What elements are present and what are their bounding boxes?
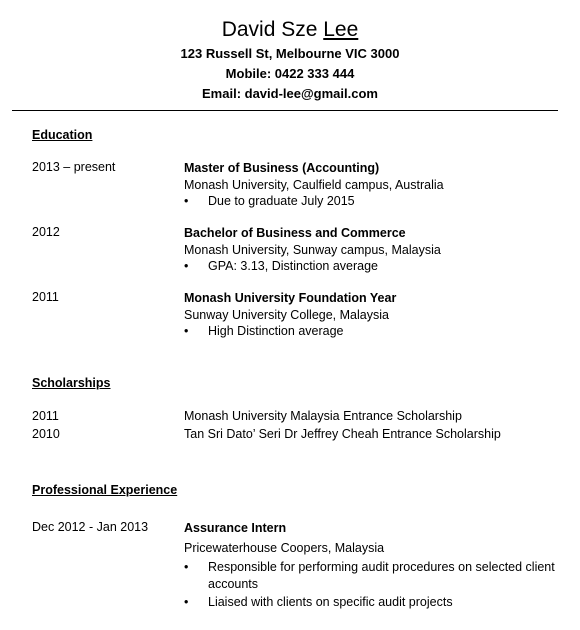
education-entry-1 (184, 160, 564, 210)
resume-header (0, 16, 580, 104)
education-entry-2 (184, 225, 564, 275)
email: Email: david-lee@gmail.com (202, 86, 378, 101)
bullet-item: • Responsible for performing audit procedures on selected client accounts (184, 560, 555, 591)
bullet-icon: • (184, 560, 189, 574)
experience-heading: Professional Experience (32, 483, 178, 497)
bullet-item: • GPA: 3.13, Distinction average (184, 259, 378, 273)
degree-title: Bachelor of Business and Commerce (184, 226, 406, 240)
education-heading: Education (32, 128, 93, 142)
institution: Sunway University College, Malaysia (184, 307, 389, 322)
last-name: Lee (323, 18, 359, 41)
bullet-icon: • (184, 595, 189, 609)
bullet-icon: • (184, 194, 189, 208)
education-date-1: 2013 – present (32, 160, 116, 174)
bullet-item: • Liaised with clients on specific audit projects (184, 595, 453, 609)
scholarship-name-2: Tan Sri Dato’ Seri Dr Jeffrey Cheah Entrance Scholarship (184, 427, 501, 441)
candidate-name (0, 16, 580, 44)
bullet-icon: • (184, 259, 189, 273)
bullet-item: • Due to graduate July 2015 (184, 194, 355, 208)
institution: Monash University, Sunway campus, Malaysia (184, 242, 441, 257)
address: 123 Russell St, Melbourne VIC 3000 (180, 46, 400, 61)
education-date-2: 2012 (32, 225, 60, 239)
mobile: Mobile: 0422 333 444 (225, 66, 355, 81)
company: Pricewaterhouse Coopers, Malaysia (184, 540, 385, 555)
first-name: David Sze (221, 18, 318, 41)
scholarship-name-1: Monash University Malaysia Entrance Scholarship (184, 409, 462, 423)
education-entry-3 (184, 290, 564, 340)
experience-date-1: Dec 2012 - Jan 2013 (32, 520, 149, 534)
institution: Monash University, Caulfield campus, Australia (184, 177, 444, 192)
bullet-item: • High Distinction average (184, 324, 344, 338)
job-title: Assurance Intern (184, 521, 287, 535)
bullet-icon: • (184, 324, 189, 338)
scholarships-heading: Scholarships (32, 376, 111, 390)
scholarship-date-1: 2011 (32, 409, 59, 423)
experience-entry-1 (184, 520, 564, 611)
header-divider (12, 110, 558, 111)
education-date-3: 2011 (32, 290, 59, 304)
scholarship-date-2: 2010 (32, 427, 60, 441)
degree-title: Monash University Foundation Year (184, 291, 397, 305)
degree-title: Master of Business (Accounting) (184, 161, 380, 175)
